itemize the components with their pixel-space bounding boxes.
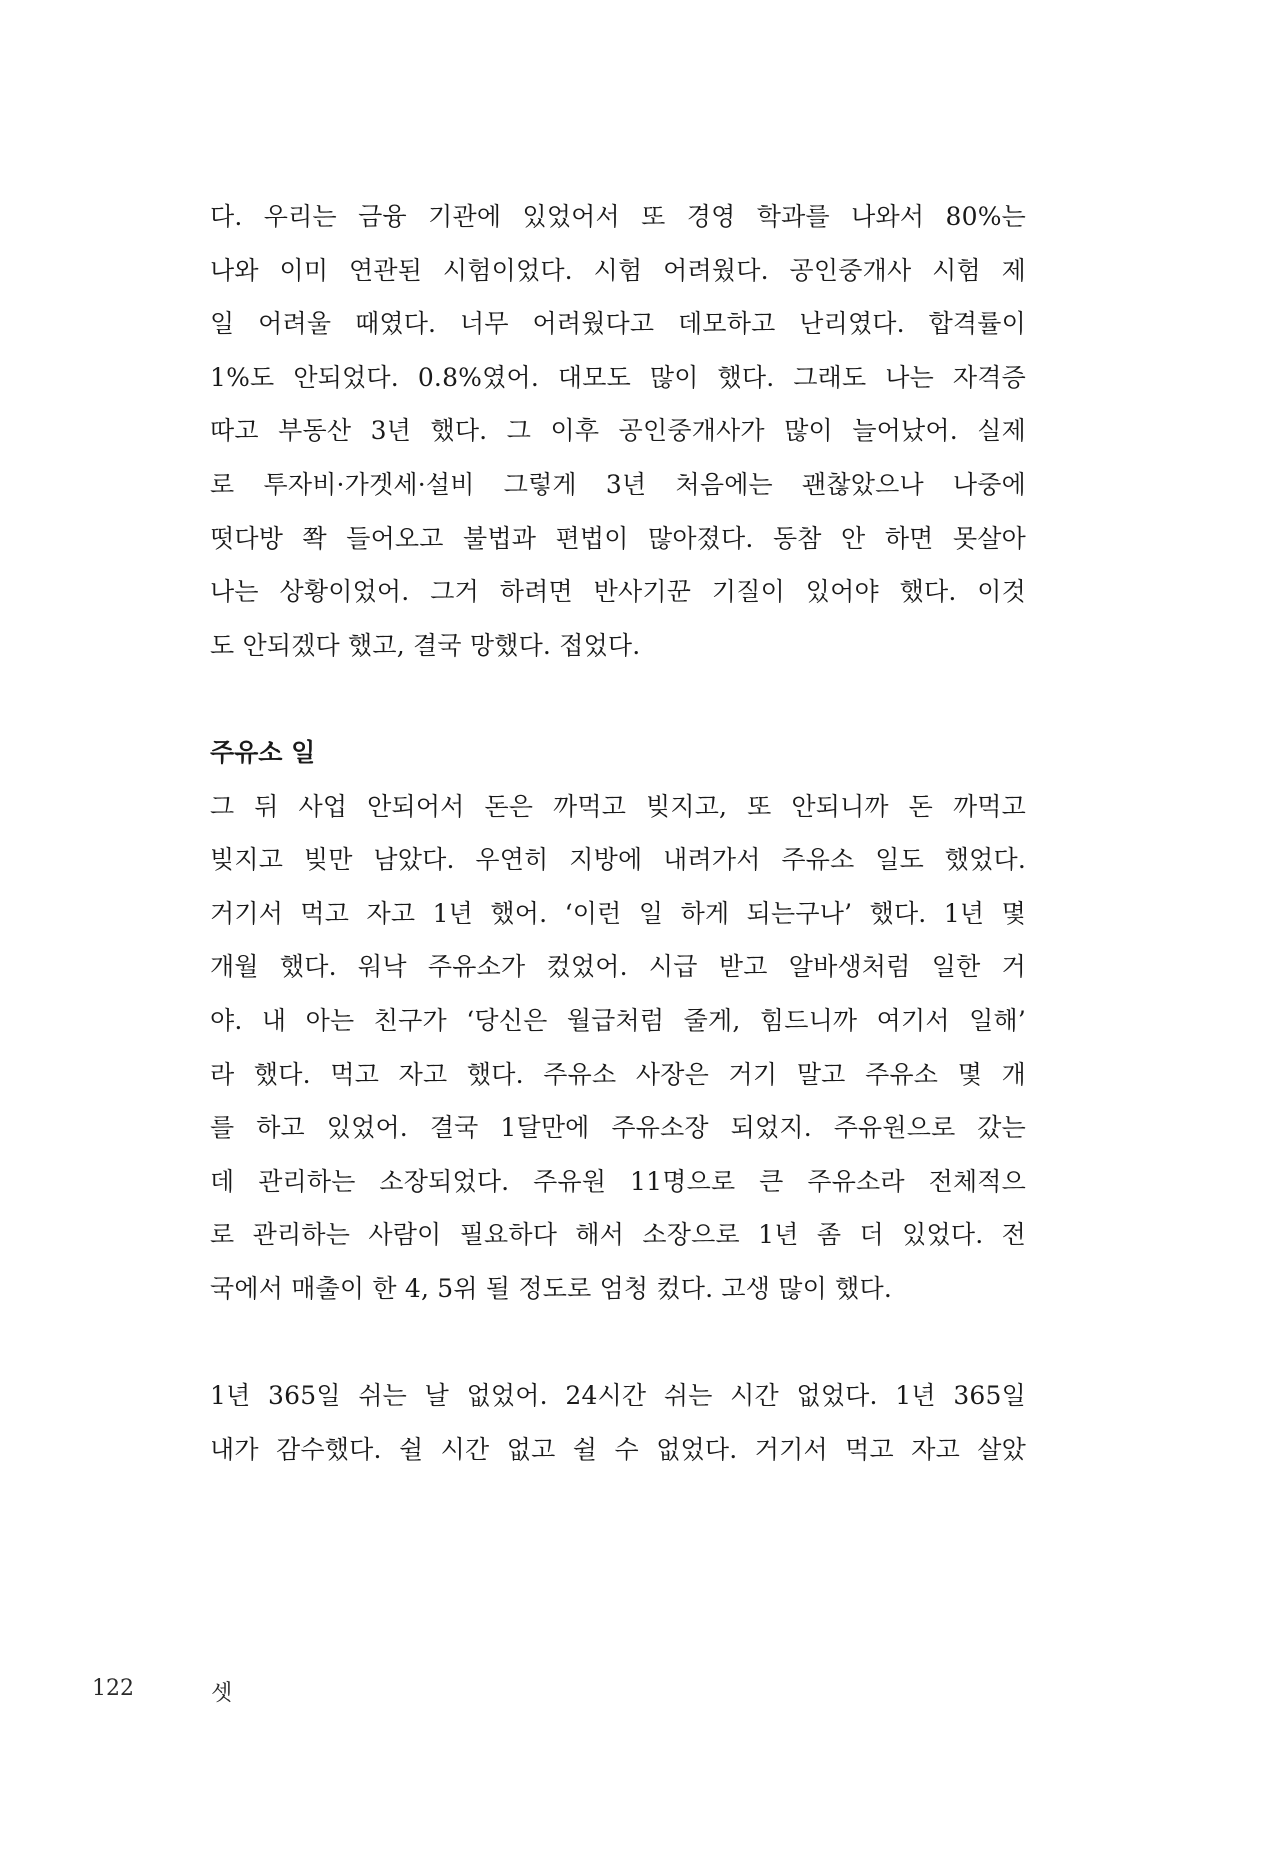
text-line: 1%도 안되었다. 0.8%였어. 대모도 많이 했다. 그래도 나는 자격증 [210,362,1026,392]
page-number: 122 [92,1676,134,1701]
section-heading: 주유소 일 [210,737,316,767]
paragraph-2 [210,780,1026,1316]
text-line: 데 관리하는 소장되었다. 주유원 11명으로 큰 주유소라 전체적으 [210,1166,1026,1196]
text-line: 그 뒤 사업 안되어서 돈은 까먹고 빚지고, 또 안되니까 돈 까먹고 [210,791,1026,821]
text-line: 개월 했다. 워낙 주유소가 컸었어. 시급 받고 알바생처럼 일한 거 [210,952,1026,982]
paragraph-spacer [210,1315,1026,1369]
paragraph-spacer [210,672,1026,726]
text-line: 로 관리하는 사람이 필요하다 해서 소장으로 1년 좀 더 있었다. 전 [210,1220,1026,1250]
text-line: 1년 365일 쉬는 날 없었어. 24시간 쉬는 시간 없었다. 1년 365일 [210,1381,1026,1411]
text-line: 야. 내 아는 친구가 ‘당신은 월급처럼 줄게, 힘드니까 여기서 일해’ [210,1005,1026,1035]
text-line: 따고 부동산 3년 했다. 그 이후 공인중개사가 많이 늘어났어. 실제 [210,416,1026,446]
text-line: 거기서 먹고 자고 1년 했어. ‘이런 일 하게 되는구나’ 했다. 1년 몇 [210,898,1026,928]
text-line: 나는 상황이었어. 그거 하려면 반사기꾼 기질이 있어야 했다. 이것 [210,577,1026,607]
body-text [210,190,1026,1476]
running-chapter-title: 셋 [211,1681,233,1706]
text-line: 내가 감수했다. 쉴 시간 없고 쉴 수 없었다. 거기서 먹고 자고 살았 [210,1434,1026,1464]
text-line: 나와 이미 연관된 시험이었다. 시험 어려웠다. 공인중개사 시험 제 [210,255,1026,285]
text-line: 국에서 매출이 한 4, 5위 될 정도로 엄청 컸다. 고생 많이 했다. [210,1273,892,1303]
text-line: 라 했다. 먹고 자고 했다. 주유소 사장은 거기 말고 주유소 몇 개 [210,1059,1026,1089]
text-line: 로 투자비·가겟세·설비 그렇게 3년 처음에는 괜찮았으나 나중에 [210,469,1026,499]
page-footer [0,1676,1280,1716]
text-line: 떳다방 쫙 들어오고 불법과 편법이 많아졌다. 동참 안 하면 못살아 [210,523,1026,553]
paragraph-1 [210,190,1026,672]
text-line: 일 어려울 때였다. 너무 어려웠다고 데모하고 난리였다. 합격률이 [210,309,1026,339]
paragraph-3 [210,1369,1026,1476]
text-line: 다. 우리는 금융 기관에 있었어서 또 경영 학과를 나와서 80%는 [210,202,1026,231]
text-line: 를 하고 있었어. 결국 1달만에 주유소장 되었지. 주유원으로 갔는 [210,1113,1026,1143]
text-line: 도 안되겠다 했고, 결국 망했다. 접었다. [210,630,641,660]
text-line: 빚지고 빚만 남았다. 우연히 지방에 내려가서 주유소 일도 했었다. [210,845,1026,875]
